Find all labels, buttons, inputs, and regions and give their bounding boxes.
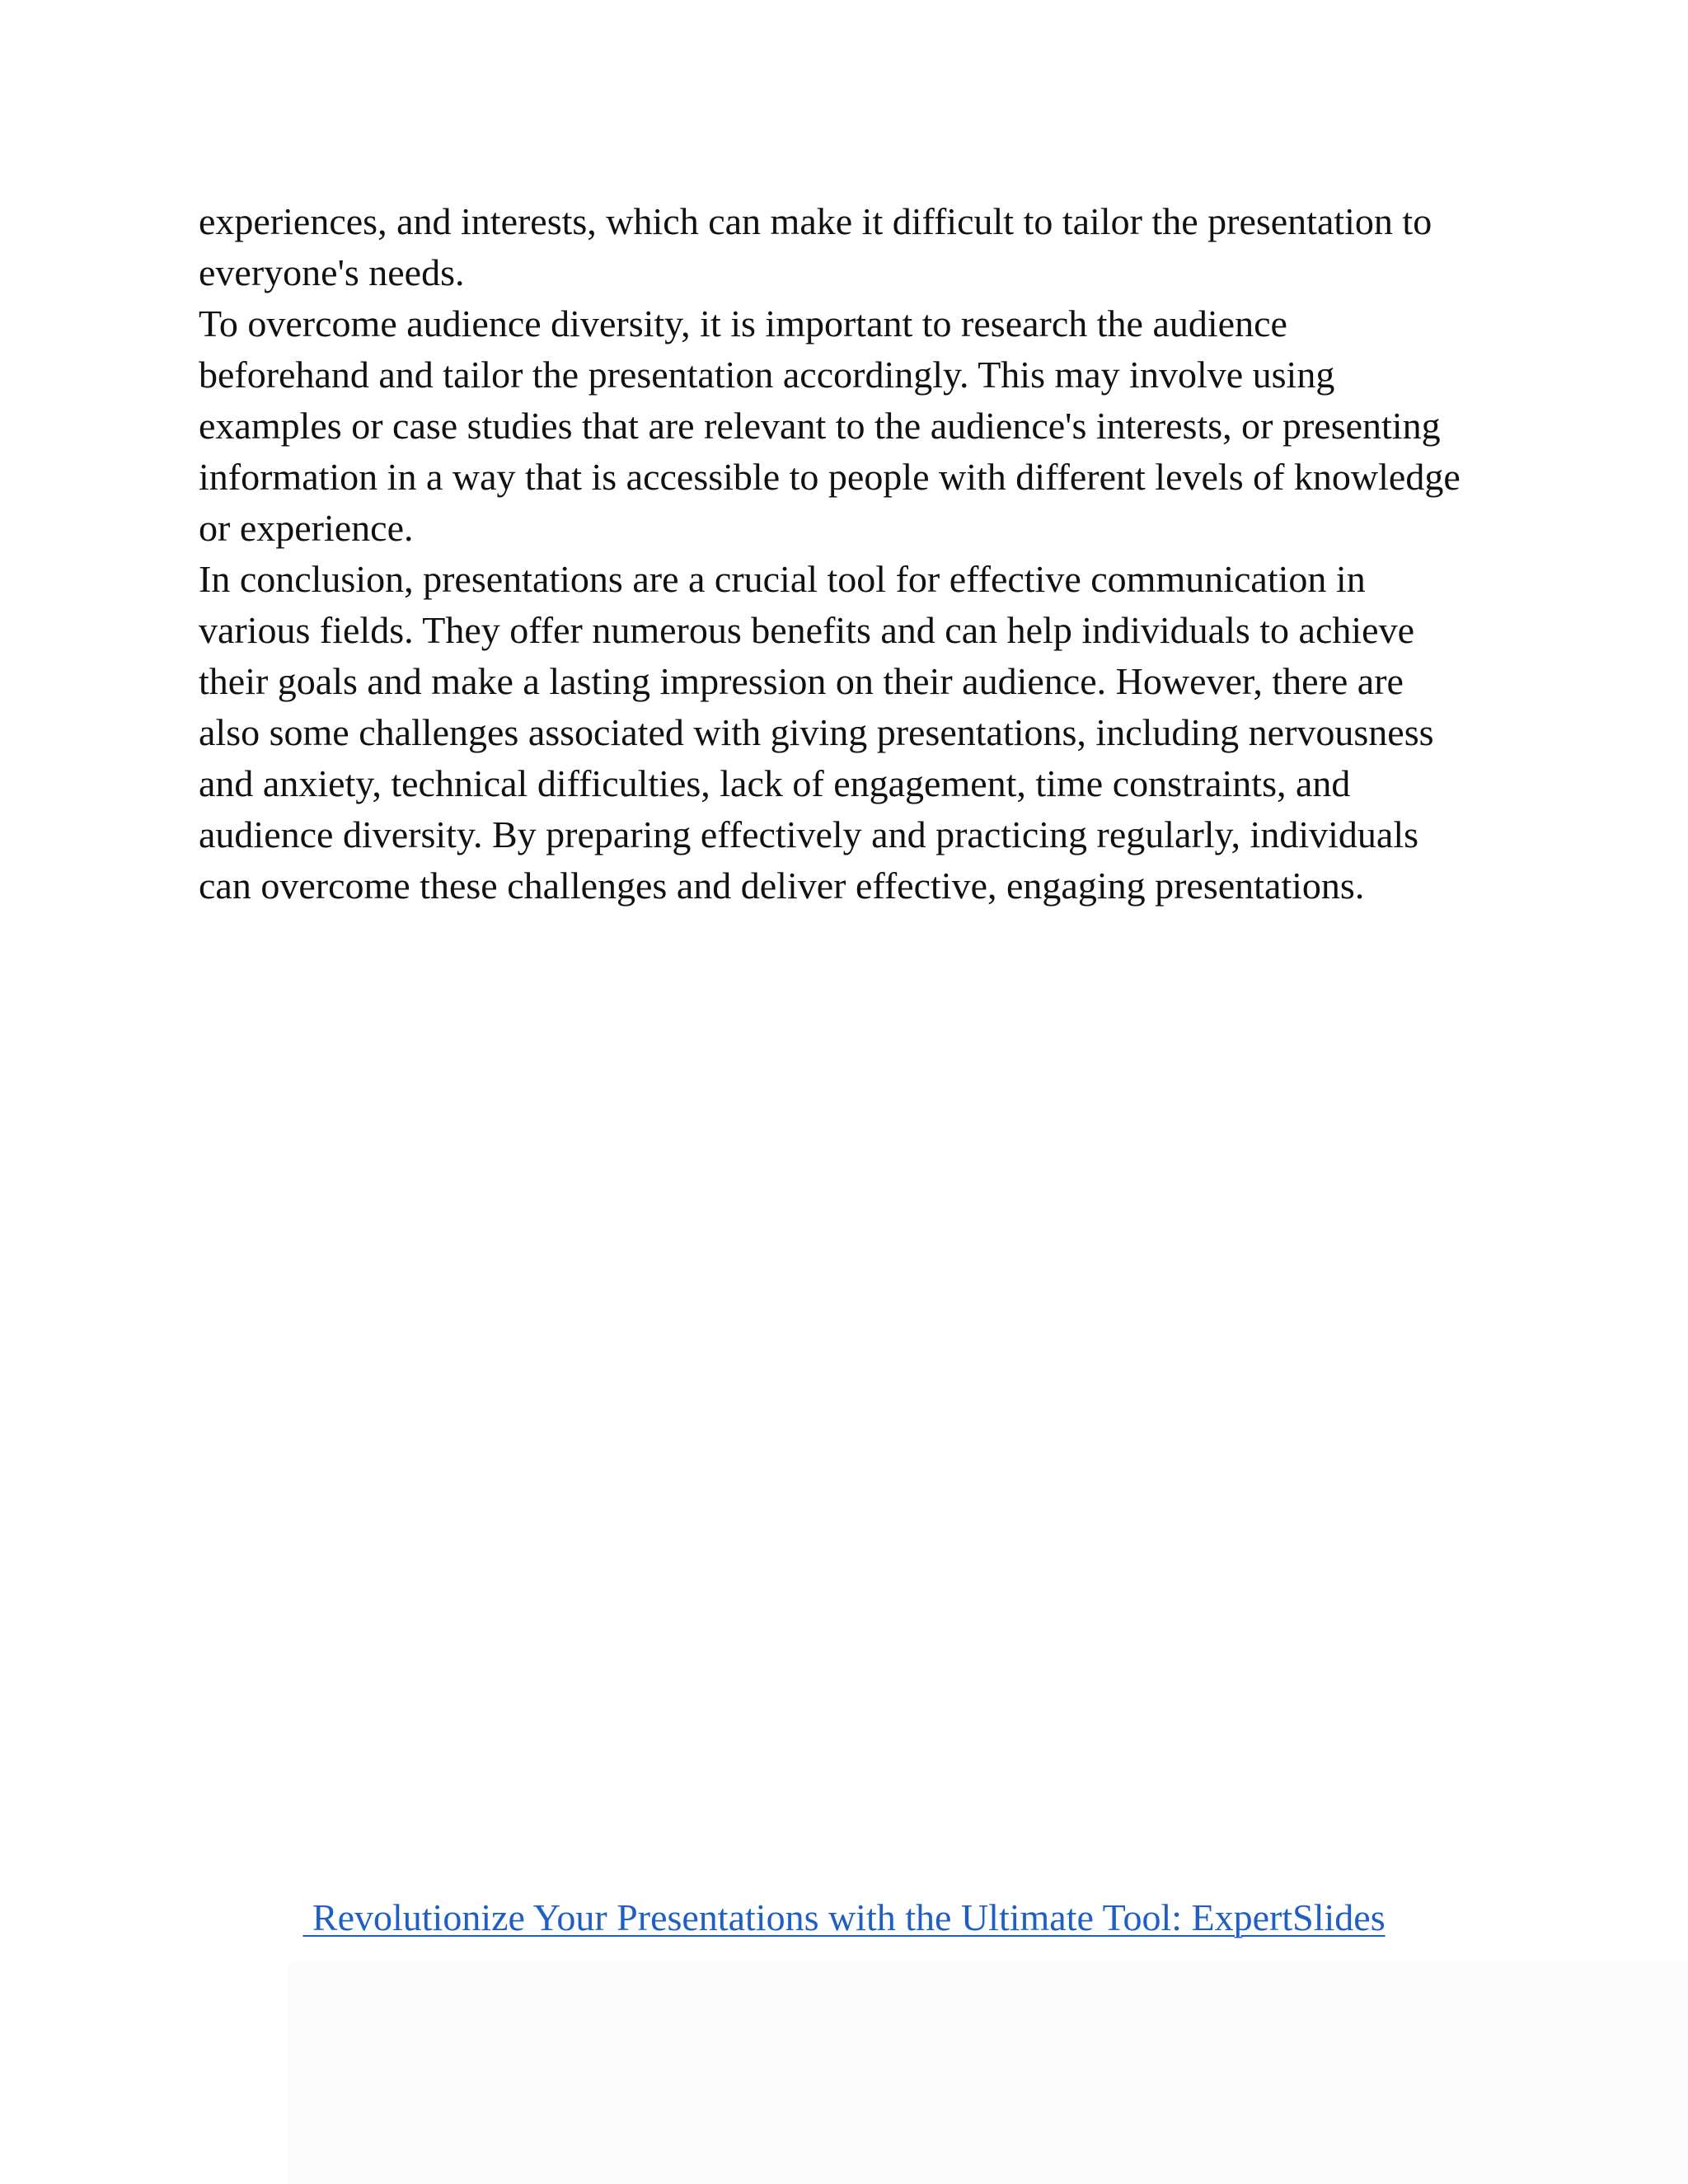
page-bottom-shade [288,1961,1688,2184]
text-line: various fields. They offer numerous benefits and can help individuals to achieve [199,609,1414,651]
text-line: also some challenges associated with giving presentations, including nervousness [199,711,1434,753]
document-body [199,196,1517,912]
paragraph-conclusion [199,554,1517,912]
text-line: information in a way that is accessible to people with different levels of knowledge [199,456,1461,498]
expertslides-link[interactable]: Revolutionize Your Presentations with the Ultimate Tool: ExpertSlides [302,1896,1386,1938]
text-line: and anxiety, technical difficulties, lack of engagement, time constraints, and [199,762,1351,804]
paragraph-audience-diversity-end [199,196,1517,298]
text-line: everyone's needs. [199,251,465,293]
text-line: experiences, and interests, which can make it difficult to tailor the presentation to [199,200,1432,242]
text-line: examples or case studies that are relevant to the audience's interests, or presenting [199,405,1441,447]
text-line: audience diversity. By preparing effectively and practicing regularly, individuals [199,813,1418,855]
text-line: their goals and make a lasting impression on their audience. However, there are [199,660,1404,702]
text-line: beforehand and tailor the presentation accordingly. This may involve using [199,354,1335,396]
text-line: In conclusion, presentations are a crucial tool for effective communication in [199,558,1366,600]
footer-link-container [0,1894,1688,1942]
text-line: or experience. [199,507,414,549]
paragraph-overcome-diversity [199,298,1517,554]
text-line: can overcome these challenges and deliver effective, engaging presentations. [199,865,1365,907]
text-line: To overcome audience diversity, it is important to research the audience [199,302,1287,344]
